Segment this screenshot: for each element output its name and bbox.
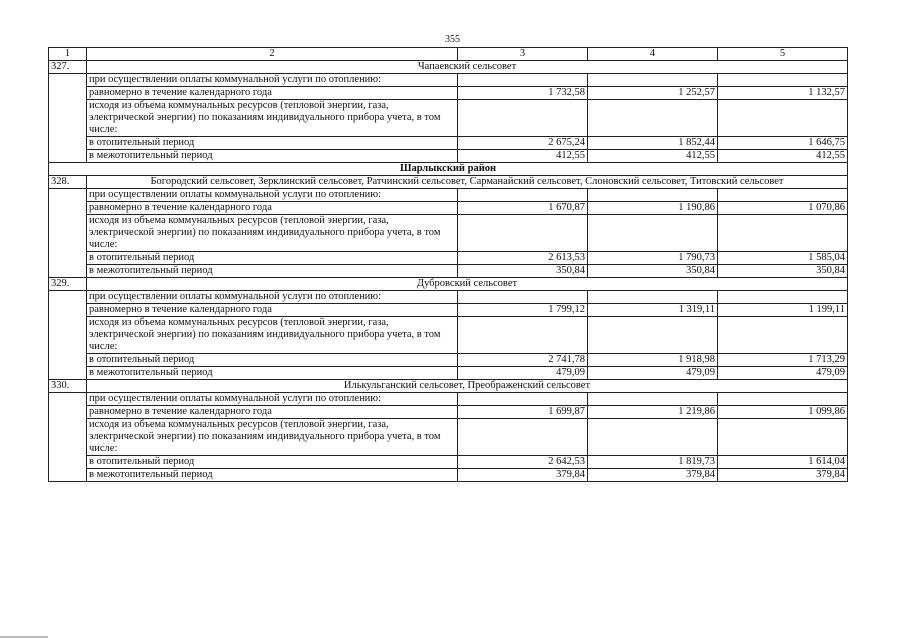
value-col-3: 479,09 [458, 367, 588, 380]
district-title: Шарлыкский район [49, 163, 848, 176]
column-header-row [49, 48, 848, 61]
value-col-5 [718, 419, 848, 456]
section-number: 329. [49, 278, 87, 291]
section-number: 327. [49, 61, 87, 74]
row-label: равномерно в течение календарного года [87, 406, 458, 419]
value-col-5 [718, 393, 848, 406]
value-col-5: 1 199,11 [718, 304, 848, 317]
column-header-2: 2 [87, 48, 458, 61]
table-row [49, 87, 848, 100]
table-row [49, 150, 848, 163]
scan-edge-mark [0, 636, 48, 638]
value-col-4: 1 319,11 [588, 304, 718, 317]
value-col-5 [718, 100, 848, 137]
value-col-5: 1 646,75 [718, 137, 848, 150]
value-col-3: 1 732,58 [458, 87, 588, 100]
table-row [49, 215, 848, 252]
value-col-3: 2 675,24 [458, 137, 588, 150]
table-row [49, 469, 848, 482]
value-col-5: 1 070,86 [718, 202, 848, 215]
section-title: Чапаевский сельсовет [87, 61, 848, 74]
value-col-3: 1 670,87 [458, 202, 588, 215]
value-col-5 [718, 215, 848, 252]
row-label: в межотопительный период [87, 469, 458, 482]
row-label: при осуществлении оплаты коммунальной услуги по отоплению: [87, 74, 458, 87]
value-col-3: 1 699,87 [458, 406, 588, 419]
table-row [49, 419, 848, 456]
table-row [49, 202, 848, 215]
table-row [49, 456, 848, 469]
row-label: в межотопительный период [87, 367, 458, 380]
column-header-1: 1 [49, 48, 87, 61]
value-col-5: 1 614,04 [718, 456, 848, 469]
section-number-spacer [49, 291, 87, 380]
section-header-row [49, 61, 848, 74]
row-label: при осуществлении оплаты коммунальной услуги по отоплению: [87, 189, 458, 202]
value-col-3: 379,84 [458, 469, 588, 482]
value-col-4 [588, 393, 718, 406]
value-col-4 [588, 215, 718, 252]
value-col-5: 1 713,29 [718, 354, 848, 367]
value-col-4: 1 819,73 [588, 456, 718, 469]
value-col-4: 412,55 [588, 150, 718, 163]
value-col-4: 350,84 [588, 265, 718, 278]
value-col-5: 350,84 [718, 265, 848, 278]
row-label: при осуществлении оплаты коммунальной услуги по отоплению: [87, 291, 458, 304]
value-col-5: 1 585,04 [718, 252, 848, 265]
value-col-4 [588, 74, 718, 87]
table-row [49, 317, 848, 354]
section-number: 330. [49, 380, 87, 393]
value-col-4 [588, 100, 718, 137]
value-col-3: 2 741,78 [458, 354, 588, 367]
row-label: исходя из объема коммунальных ресурсов (тепловой энергии, газа, электрической энергии) по показаниям индивидуального прибора учета, в том числе: [87, 419, 458, 456]
value-col-5: 479,09 [718, 367, 848, 380]
row-label: в отопительный период [87, 252, 458, 265]
value-col-4: 1 918,98 [588, 354, 718, 367]
value-col-5: 1 132,57 [718, 87, 848, 100]
value-col-4 [588, 291, 718, 304]
tariff-table-body [49, 48, 848, 482]
section-title: Илькульганский сельсовет, Преображенский сельсовет [87, 380, 848, 393]
value-col-4: 1 790,73 [588, 252, 718, 265]
value-col-4: 379,84 [588, 469, 718, 482]
district-row [49, 163, 848, 176]
section-header-row [49, 176, 848, 189]
table-row [49, 393, 848, 406]
table-row [49, 406, 848, 419]
value-col-3 [458, 317, 588, 354]
value-col-4: 1 219,86 [588, 406, 718, 419]
row-label: в межотопительный период [87, 150, 458, 163]
value-col-3: 412,55 [458, 150, 588, 163]
table-row [49, 189, 848, 202]
row-label: равномерно в течение календарного года [87, 202, 458, 215]
section-header-row [49, 380, 848, 393]
value-col-3 [458, 74, 588, 87]
value-col-3: 350,84 [458, 265, 588, 278]
row-label: в отопительный период [87, 354, 458, 367]
section-title: Дубровский сельсовет [87, 278, 848, 291]
value-col-3 [458, 215, 588, 252]
value-col-3: 2 613,53 [458, 252, 588, 265]
row-label: исходя из объема коммунальных ресурсов (тепловой энергии, газа, электрической энергии) по показаниям индивидуального прибора учета, в том числе: [87, 215, 458, 252]
value-col-4 [588, 317, 718, 354]
row-label: в отопительный период [87, 137, 458, 150]
value-col-5: 1 099,86 [718, 406, 848, 419]
tariff-table [48, 47, 848, 482]
value-col-4: 1 252,57 [588, 87, 718, 100]
value-col-3 [458, 393, 588, 406]
table-row [49, 74, 848, 87]
value-col-5 [718, 291, 848, 304]
value-col-3: 2 642,53 [458, 456, 588, 469]
table-row [49, 137, 848, 150]
value-col-4: 1 190,86 [588, 202, 718, 215]
section-number: 328. [49, 176, 87, 189]
value-col-5: 412,55 [718, 150, 848, 163]
value-col-3 [458, 419, 588, 456]
page-number: 355 [445, 34, 460, 45]
value-col-4: 479,09 [588, 367, 718, 380]
table-row [49, 100, 848, 137]
value-col-5 [718, 317, 848, 354]
table-row [49, 265, 848, 278]
row-label: равномерно в течение календарного года [87, 304, 458, 317]
column-header-5: 5 [718, 48, 848, 61]
table-row [49, 304, 848, 317]
value-col-4: 1 852,44 [588, 137, 718, 150]
row-label: исходя из объема коммунальных ресурсов (тепловой энергии, газа, электрической энергии) по показаниям индивидуального прибора учета, в том числе: [87, 100, 458, 137]
row-label: исходя из объема коммунальных ресурсов (тепловой энергии, газа, электрической энергии) по показаниям индивидуального прибора учета, в том числе: [87, 317, 458, 354]
value-col-4 [588, 189, 718, 202]
column-header-3: 3 [458, 48, 588, 61]
section-title: Богородский сельсовет, Зерклинский сельсовет, Ратчинский сельсовет, Сарманайский сельсовет, Слоновский сельсовет, Титовский сельсовет [87, 176, 848, 189]
value-col-3 [458, 100, 588, 137]
table-row [49, 291, 848, 304]
value-col-5 [718, 74, 848, 87]
value-col-3 [458, 189, 588, 202]
row-label: в отопительный период [87, 456, 458, 469]
section-header-row [49, 278, 848, 291]
value-col-5 [718, 189, 848, 202]
table-row [49, 252, 848, 265]
section-number-spacer [49, 393, 87, 482]
row-label: равномерно в течение календарного года [87, 87, 458, 100]
value-col-4 [588, 419, 718, 456]
table-row [49, 367, 848, 380]
column-header-4: 4 [588, 48, 718, 61]
row-label: при осуществлении оплаты коммунальной услуги по отоплению: [87, 393, 458, 406]
section-number-spacer [49, 189, 87, 278]
value-col-3: 1 799,12 [458, 304, 588, 317]
table-row [49, 354, 848, 367]
section-number-spacer [49, 74, 87, 163]
row-label: в межотопительный период [87, 265, 458, 278]
value-col-5: 379,84 [718, 469, 848, 482]
value-col-3 [458, 291, 588, 304]
